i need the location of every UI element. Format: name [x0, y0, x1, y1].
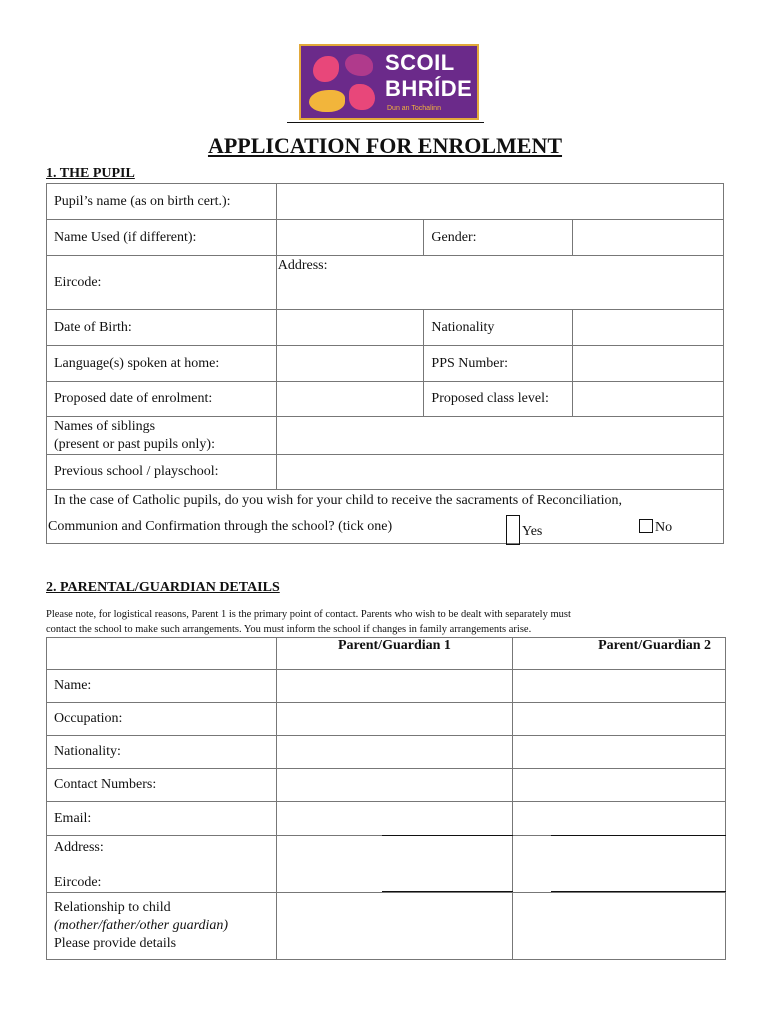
- header-empty-cell: [47, 638, 277, 670]
- no-checkbox[interactable]: [639, 519, 653, 533]
- section-heading-parents: 2. PARENTAL/GUARDIAN DETAILS: [46, 580, 280, 595]
- section-heading-pupil: 1. THE PUPIL: [46, 166, 135, 181]
- sacraments-question-line1: In the case of Catholic pupils, do you wish for your child to receive the sacraments of Reconciliation,: [54, 493, 623, 508]
- enrol-date-field[interactable]: [276, 382, 424, 417]
- parent1-nationality-field[interactable]: [276, 736, 513, 769]
- parent-nationality-label: Nationality:: [47, 736, 277, 769]
- school-logo: [299, 44, 479, 120]
- siblings-label: [47, 417, 277, 455]
- name-used-field[interactable]: [276, 220, 424, 256]
- logo-shape: [345, 54, 373, 76]
- gender-label: Gender:: [424, 220, 573, 256]
- parent2-occupation-field[interactable]: [513, 703, 726, 736]
- parent2-email-field[interactable]: [513, 802, 726, 836]
- enrol-date-label: Proposed date of enrolment:: [47, 382, 277, 417]
- parent2-address-field[interactable]: [513, 836, 726, 893]
- logo-text-line1: SCOIL: [385, 50, 455, 75]
- parent1-name-field[interactable]: [276, 670, 513, 703]
- languages-label: Language(s) spoken at home:: [47, 346, 277, 382]
- parents-note-line2: contact the school to make such arrangements. You must inform the school if changes in family arrangements arise.: [46, 624, 532, 635]
- parent-eircode-label: Eircode:: [54, 875, 102, 890]
- parent1-header: Parent/Guardian 1: [276, 638, 513, 670]
- sacraments-question-line2: Communion and Confirmation through the school? (tick one): [48, 519, 393, 534]
- address-rule: [551, 891, 726, 892]
- logo-shape: [313, 56, 339, 82]
- address-rule: [551, 835, 726, 836]
- logo-shape: [349, 84, 375, 110]
- pupil-name-field[interactable]: [276, 184, 723, 220]
- logo-shape: [309, 90, 345, 112]
- prev-school-field[interactable]: [276, 455, 723, 490]
- pupil-name-label: Pupil’s name (as on birth cert.):: [47, 184, 277, 220]
- parent-address-label-cell: [47, 836, 277, 893]
- relationship-label-line2: (mother/father/other guardian): [54, 918, 229, 933]
- parent2-contact-field[interactable]: [513, 769, 726, 802]
- parent1-relationship-field[interactable]: [276, 893, 513, 960]
- address-field[interactable]: [276, 256, 723, 310]
- parents-note-line1: Please note, for logistical reasons, Parent 1 is the primary point of contact. Parents who wish to be dealt with separately must: [46, 609, 571, 620]
- parent1-email-field[interactable]: [276, 802, 513, 836]
- sacraments-yes-option[interactable]: [506, 515, 542, 545]
- parent2-nationality-field[interactable]: [513, 736, 726, 769]
- occupation-label: Occupation:: [47, 703, 277, 736]
- parent1-contact-field[interactable]: [276, 769, 513, 802]
- pps-label: PPS Number:: [424, 346, 573, 382]
- eircode-label: Eircode:: [47, 256, 277, 310]
- yes-checkbox[interactable]: [506, 515, 520, 545]
- pupil-table: [46, 183, 724, 544]
- class-level-label: Proposed class level:: [424, 382, 573, 417]
- parent2-name-field[interactable]: [513, 670, 726, 703]
- address-rule: [382, 891, 513, 892]
- pps-field[interactable]: [573, 346, 724, 382]
- logo-underline: [287, 122, 484, 123]
- siblings-label-line2: (present or past pupils only):: [54, 436, 215, 452]
- parent2-relationship-field[interactable]: [513, 893, 726, 960]
- nationality-label: Nationality: [424, 310, 573, 346]
- prev-school-label: Previous school / playschool:: [47, 455, 277, 490]
- no-label: No: [655, 520, 673, 535]
- languages-field[interactable]: [276, 346, 424, 382]
- parent1-address-field[interactable]: [276, 836, 513, 893]
- page-title: APPLICATION FOR ENROLMENT: [207, 133, 563, 158]
- yes-label: Yes: [522, 524, 543, 539]
- relationship-label-line3: Please provide details: [54, 936, 177, 951]
- dob-field[interactable]: [276, 310, 424, 346]
- parent1-occupation-field[interactable]: [276, 703, 513, 736]
- logo-text-line2: BHRÍDE: [385, 76, 473, 101]
- logo-tagline: Dun an Tochalinn: [387, 105, 441, 112]
- address-rule: [382, 835, 513, 836]
- name-used-label: Name Used (if different):: [47, 220, 277, 256]
- siblings-field[interactable]: [276, 417, 723, 455]
- sacraments-no-option[interactable]: [639, 519, 672, 536]
- nationality-field[interactable]: [573, 310, 724, 346]
- contact-label: Contact Numbers:: [47, 769, 277, 802]
- parent-name-label: Name:: [47, 670, 277, 703]
- parents-table: [46, 637, 726, 960]
- sacraments-cell: [47, 490, 724, 544]
- gender-field[interactable]: [573, 220, 724, 256]
- dob-label: Date of Birth:: [47, 310, 277, 346]
- class-level-field[interactable]: [573, 382, 724, 417]
- email-label: Email:: [47, 802, 277, 836]
- address-label: Address:: [277, 258, 328, 273]
- relationship-label: [47, 893, 277, 960]
- siblings-label-line1: Names of siblings: [54, 418, 156, 434]
- parent-address-label: Address:: [54, 840, 104, 855]
- parent2-header: Parent/Guardian 2: [513, 638, 726, 670]
- relationship-label-line1: Relationship to child: [54, 900, 171, 915]
